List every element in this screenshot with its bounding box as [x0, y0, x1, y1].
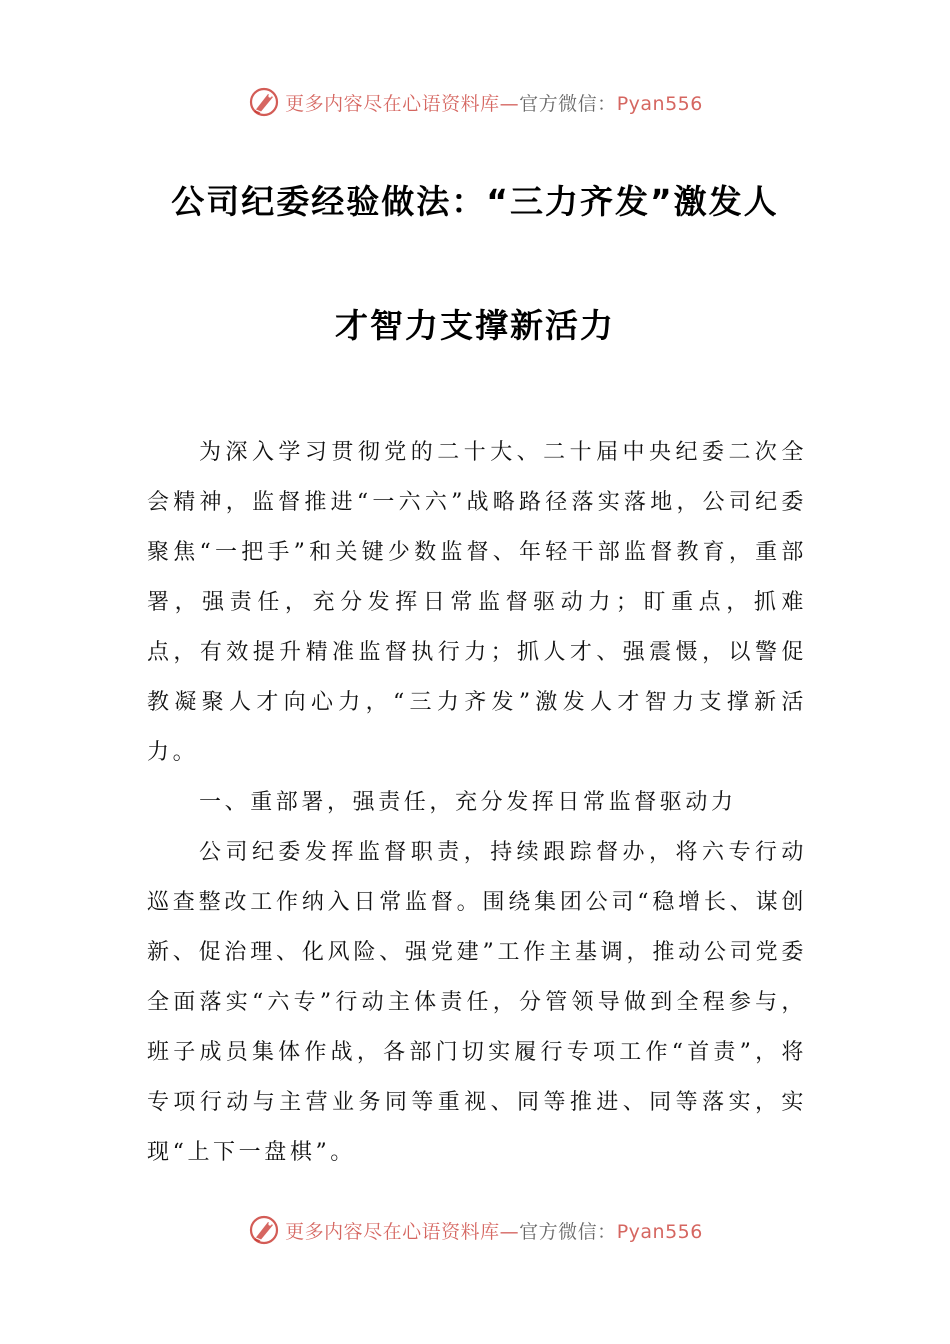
- watermark-text: [285, 1217, 703, 1244]
- watermark-wechat-label: 官方微信：: [519, 1220, 617, 1243]
- watermark-wechat-id: Pyan556: [616, 1220, 703, 1243]
- document-title-line-1: 公司纪委经验做法：“三力齐发”激发人: [171, 182, 779, 221]
- footer-watermark: [0, 1210, 950, 1250]
- watermark-separator: —: [499, 1220, 520, 1243]
- pen-nib-circle-icon: [247, 85, 281, 119]
- header-watermark: [0, 82, 950, 122]
- section-1-paragraph: 公司纪委发挥监督职责，持续跟踪督办，将六专行动巡查整改工作纳入日常监督。围绕集团公司“稳增长、谋创新、促治理、化风险、强党建”工作主基调，推动公司党委全面落实“六专”行动主体责任，分管领导做到全程参与，班子成员集体作战，各部门切实履行专项工作“首责”，将专项行动与主营业务同等重视、同等推进、同等落实，实现“上下一盘棋”。: [147, 840, 807, 1165]
- section-heading-1: 一、重部署，强责任，充分发挥日常监督驱动力: [199, 790, 737, 815]
- watermark-brand: 更多内容尽在心语资料库: [285, 92, 500, 115]
- document-title-line-2: 才智力支撑新活力: [335, 306, 615, 345]
- watermark-text: [285, 89, 703, 116]
- pen-nib-circle-icon: [247, 1213, 281, 1247]
- watermark-wechat-id: Pyan556: [616, 92, 703, 115]
- watermark-brand: 更多内容尽在心语资料库: [285, 1220, 500, 1243]
- watermark-wechat-label: 官方微信：: [519, 92, 617, 115]
- watermark-separator: —: [499, 92, 520, 115]
- document-body: [147, 428, 807, 1178]
- intro-paragraph: 为深入学习贯彻党的二十大、二十届中央纪委二次全会精神，监督推进“一六六”战略路径落实落地，公司纪委聚焦“一把手”和关键少数监督、年轻干部监督教育，重部署，强责任，充分发挥日常监督驱动力；盯重点，抓难点，有效提升精准监督执行力；抓人才、强震慑，以警促教凝聚人才向心力，“三力齐发”激发人才智力支撑新活力。: [147, 440, 807, 765]
